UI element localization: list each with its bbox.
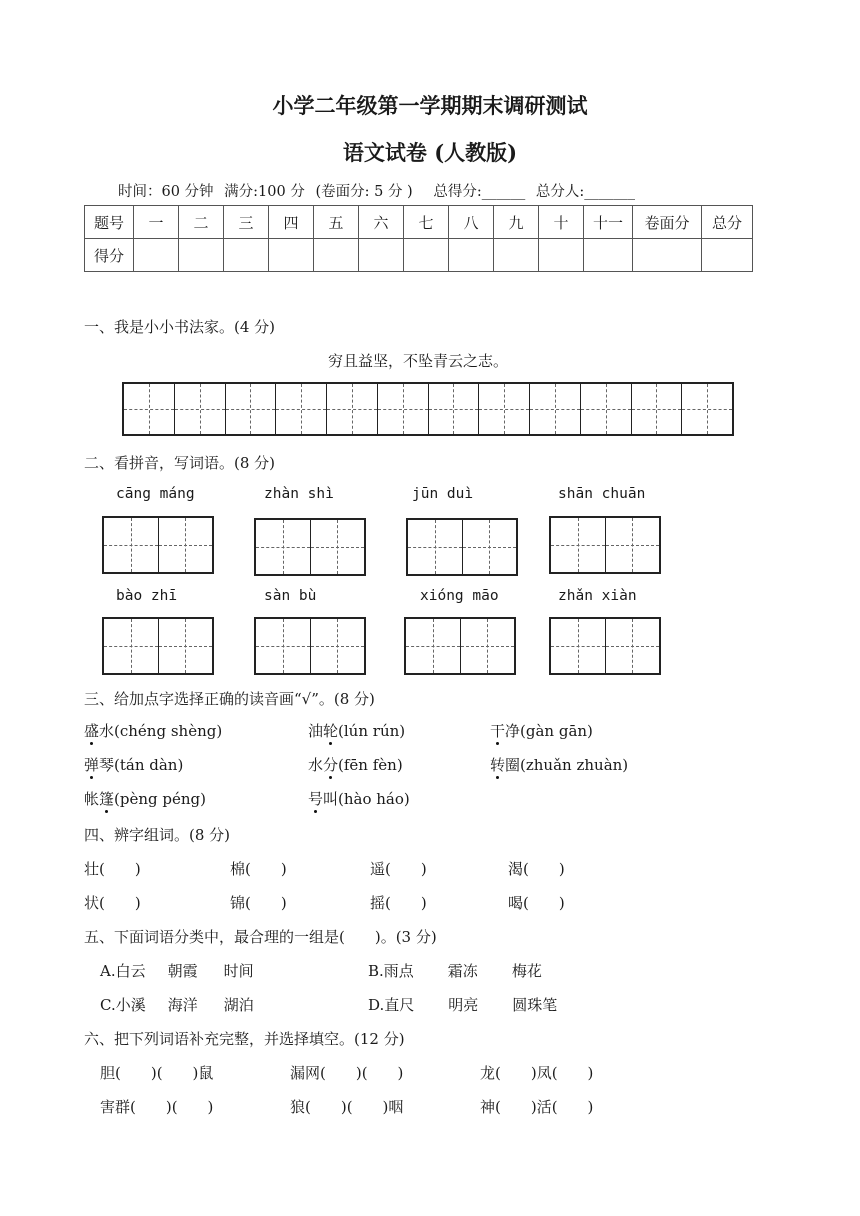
table-col: 九 — [494, 206, 539, 239]
idiom-blank[interactable]: 漏网( )( ) — [290, 1064, 404, 1082]
word-box[interactable] — [254, 518, 366, 576]
writing-cell[interactable] — [631, 384, 682, 434]
word-group-blank[interactable]: 壮( ) — [84, 860, 141, 878]
writing-cell[interactable] — [256, 619, 310, 673]
table-col: 四 — [269, 206, 314, 239]
score-cell[interactable] — [584, 239, 633, 272]
writing-cell[interactable] — [406, 619, 460, 673]
writing-cell[interactable] — [104, 518, 158, 572]
writing-cell[interactable] — [551, 619, 605, 673]
pinyin-label: cāng máng — [116, 486, 195, 502]
score-cell[interactable] — [134, 239, 179, 272]
writing-cell[interactable] — [580, 384, 631, 434]
page-title: 小学二年级第一学期期末调研测试 — [272, 93, 588, 118]
table-col: 八 — [449, 206, 494, 239]
score-cell[interactable] — [702, 239, 753, 272]
word-box[interactable] — [254, 617, 366, 675]
writing-cell[interactable] — [158, 619, 213, 673]
idiom-blank[interactable]: 胆( )( )鼠 — [100, 1064, 214, 1082]
score-table-score-row — [85, 239, 753, 272]
writing-cell[interactable] — [158, 518, 213, 572]
total-score-field[interactable]: 总得分:______ — [433, 184, 526, 200]
table-col: 五 — [314, 206, 359, 239]
pronunciation-item[interactable]: 弹琴(tán dàn) — [84, 756, 184, 774]
pinyin-label: zhǎn xiàn — [558, 588, 637, 604]
full-score-label: 满分:100 分 — [224, 184, 305, 200]
word-group-blank[interactable]: 遥( ) — [370, 860, 427, 878]
writing-cell[interactable] — [460, 619, 515, 673]
writing-cell[interactable] — [174, 384, 225, 434]
writing-cell[interactable] — [529, 384, 580, 434]
score-cell[interactable] — [404, 239, 449, 272]
writing-cell[interactable] — [275, 384, 326, 434]
writing-cell[interactable] — [428, 384, 479, 434]
score-cell[interactable] — [314, 239, 359, 272]
word-box[interactable] — [549, 617, 661, 675]
score-table-header-row — [85, 206, 753, 239]
score-cell[interactable] — [179, 239, 224, 272]
section6-heading: 六、把下列词语补充完整，并选择填空。(12 分) — [84, 1030, 405, 1048]
score-cell[interactable] — [449, 239, 494, 272]
word-group-blank[interactable]: 状( ) — [84, 894, 141, 912]
idiom-blank[interactable]: 神( )活( ) — [480, 1098, 594, 1116]
score-cell[interactable] — [359, 239, 404, 272]
section5-heading: 五、下面词语分类中，最合理的一组是( )。(3 分) — [84, 928, 437, 946]
time-label: 时间：60 分钟 — [118, 184, 214, 200]
table-col: 总分 — [702, 206, 753, 239]
pronunciation-item[interactable]: 油轮(lún rún) — [308, 722, 406, 740]
word-group-blank[interactable]: 锦( ) — [230, 894, 287, 912]
table-row-label: 得分 — [85, 239, 134, 272]
pronunciation-item[interactable]: 转圈(zhuǎn zhuàn) — [490, 756, 629, 774]
writing-cell[interactable] — [310, 520, 365, 574]
writing-cell[interactable] — [478, 384, 529, 434]
neat-score-label: (卷面分: 5 分 ) — [315, 184, 413, 200]
word-box[interactable] — [404, 617, 516, 675]
section1-heading: 一、我是小小书法家。(4 分) — [84, 318, 276, 336]
table-col: 六 — [359, 206, 404, 239]
writing-cell[interactable] — [256, 520, 310, 574]
writing-cell[interactable] — [310, 619, 365, 673]
pronunciation-item[interactable]: 干净(gàn gān) — [490, 722, 593, 740]
table-col: 一 — [134, 206, 179, 239]
writing-cell[interactable] — [326, 384, 377, 434]
table-col: 十一 — [584, 206, 633, 239]
score-cell[interactable] — [633, 239, 702, 272]
pinyin-label: bào zhī — [116, 588, 178, 604]
score-cell[interactable] — [269, 239, 314, 272]
idiom-blank[interactable]: 狼( )( )咽 — [290, 1098, 404, 1116]
pronunciation-item[interactable]: 帐篷(pèng péng) — [84, 790, 206, 808]
idiom-blank[interactable]: 害群( )( ) — [100, 1098, 214, 1116]
word-group-blank[interactable]: 喝( ) — [508, 894, 565, 912]
pronunciation-item[interactable]: 号叫(hào háo) — [308, 790, 410, 808]
writing-cell[interactable] — [408, 520, 462, 574]
writing-cell[interactable] — [462, 520, 517, 574]
table-col: 七 — [404, 206, 449, 239]
grader-field[interactable]: 总分人:_______ — [535, 184, 635, 200]
writing-cell[interactable] — [605, 518, 660, 572]
page-subtitle: 语文试卷 (人教版) — [342, 140, 518, 165]
pronunciation-item[interactable]: 盛水(chéng shèng) — [84, 722, 223, 740]
writing-cell[interactable] — [124, 384, 174, 434]
option-d[interactable]: D.直尺 明亮 圆珠笔 — [368, 996, 558, 1014]
section3-heading: 三、给加点字选择正确的读音画“√”。(8 分) — [84, 690, 375, 708]
score-cell[interactable] — [494, 239, 539, 272]
section4-heading: 四、辨字组词。(8 分) — [84, 826, 231, 844]
option-a[interactable]: A.白云 朝霞 时间 — [100, 962, 254, 980]
score-table — [84, 205, 753, 272]
table-col: 二 — [179, 206, 224, 239]
writing-cell[interactable] — [605, 619, 660, 673]
pinyin-label: jūn duì — [412, 486, 474, 502]
score-cell[interactable] — [539, 239, 584, 272]
calligraphy-grid[interactable] — [122, 382, 734, 436]
score-cell[interactable] — [224, 239, 269, 272]
word-box[interactable] — [549, 516, 661, 574]
writing-cell[interactable] — [681, 384, 732, 434]
table-row-label: 题号 — [85, 206, 134, 239]
table-col: 十 — [539, 206, 584, 239]
word-box[interactable] — [406, 518, 518, 576]
table-col: 三 — [224, 206, 269, 239]
table-col: 卷面分 — [633, 206, 702, 239]
word-group-blank[interactable]: 棉( ) — [230, 860, 287, 878]
pinyin-label: sàn bù — [264, 588, 317, 604]
idiom-blank[interactable]: 龙( )凤( ) — [480, 1064, 594, 1082]
writing-cell[interactable] — [377, 384, 428, 434]
writing-cell[interactable] — [225, 384, 276, 434]
writing-cell[interactable] — [104, 619, 158, 673]
word-box[interactable] — [102, 617, 214, 675]
option-b[interactable]: B.雨点 霜冻 梅花 — [368, 962, 542, 980]
word-group-blank[interactable]: 摇( ) — [370, 894, 427, 912]
section2-heading: 二、看拼音，写词语。(8 分) — [84, 454, 276, 472]
writing-cell[interactable] — [551, 518, 605, 572]
calligraphy-sentence: 穷且益坚，不坠青云之志。 — [328, 352, 509, 370]
pinyin-label: shān chuān — [558, 486, 646, 502]
pinyin-label: xióng māo — [420, 588, 499, 604]
option-c[interactable]: C.小溪 海洋 湖泊 — [100, 996, 254, 1014]
exam-info — [118, 180, 641, 201]
pronunciation-item[interactable]: 水分(fēn fèn) — [308, 756, 403, 774]
word-box[interactable] — [102, 516, 214, 574]
pinyin-label: zhàn shì — [264, 486, 334, 502]
word-group-blank[interactable]: 渴( ) — [508, 860, 565, 878]
